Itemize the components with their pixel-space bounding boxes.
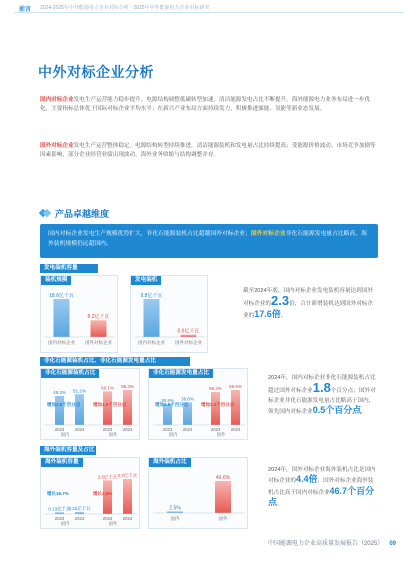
chart-nonfossil-generation <box>151 380 247 438</box>
bar <box>215 481 231 513</box>
panel-title: 海外装机占比 <box>149 458 191 467</box>
band-capacity: 发电装机容量 <box>40 264 98 273</box>
intro-paragraph-1 <box>40 96 380 114</box>
tick-label: 国内对标企业 <box>48 340 75 345</box>
annotation: 增加2.8个百分点 <box>155 402 189 407</box>
header-rule <box>14 12 404 13</box>
note-highlight: 0.5个百分点 <box>312 405 362 416</box>
panel-title: 装机规模 <box>41 276 71 285</box>
panel-capacity-2 <box>130 275 208 353</box>
series-label: 国内 <box>60 432 70 437</box>
data-label: 58.3% <box>121 384 134 389</box>
panel-nonfossil-generation <box>148 368 248 440</box>
panel-title: 非化石能源发电量占比 <box>149 369 213 378</box>
bar <box>75 512 84 514</box>
bar <box>103 480 112 514</box>
panel-title: 发电装机 <box>131 276 161 285</box>
data-label: 49.6% <box>215 475 231 481</box>
bar <box>75 394 84 425</box>
series-label: 国外 <box>216 432 226 437</box>
data-label: 38.6% <box>181 396 194 402</box>
panel-capacity-1 <box>40 275 118 353</box>
intro-paragraph-2 <box>40 142 380 160</box>
note-text: 倍，合计新增装机达到国外对标企业的 <box>243 301 373 319</box>
data-label: 18.6亿千瓦 <box>49 293 74 299</box>
bar <box>144 299 160 337</box>
note-text: 2024年，国内对标企业非化石能源装机占比超过国外对标企业 <box>268 375 376 395</box>
note-highlight: 2.3 <box>270 293 290 309</box>
data-label: 0.6亿千瓦 <box>177 328 200 335</box>
running-header <box>0 0 418 27</box>
bar <box>181 335 197 337</box>
data-label: 2.5% <box>169 505 181 512</box>
tick-label: 2024 <box>182 427 193 432</box>
series-label: 国内 <box>60 521 70 526</box>
note-text: 。 <box>277 501 283 508</box>
bar <box>163 404 172 425</box>
tick-label: 2023 <box>54 427 65 432</box>
tick-label: 2023 <box>162 427 173 432</box>
panel-title: 非化石能源装机占比 <box>41 369 99 378</box>
section-title: 产品卓越维度 <box>55 208 110 219</box>
tick-label: 国内对标企业 <box>138 340 165 345</box>
tick-label: 2023 <box>102 516 113 521</box>
data-label: 56.1% <box>101 385 114 391</box>
section-heading <box>40 206 109 220</box>
annotation: 增长3.8% <box>93 491 113 496</box>
footer-text: 中国能源电力企业高质量发展报告（2025） <box>267 541 384 547</box>
data-label: 48.3% <box>53 390 66 396</box>
data-label: 2.6亿千瓦 <box>97 474 118 480</box>
tick-label: 2024 <box>122 427 133 432</box>
tick-label: 2023 <box>54 516 65 521</box>
callout-text-1: 国内对标企业发电生产规模优势扩大，非化石能源装机占比超越国外对标企业； <box>48 231 251 237</box>
note-text: 2024年，国外对标企业海外装机占比是国内对标企业的 <box>268 467 376 485</box>
note-highlight: 4.4倍 <box>295 474 318 485</box>
data-label: 0.15亿千瓦 <box>68 506 91 512</box>
annotation: 增加1.8个百分点 <box>93 402 127 407</box>
page-title: 中外对标企业分析 <box>38 64 154 80</box>
data-label: 2.7亿千瓦 <box>117 473 138 478</box>
chart-capacity-added <box>133 287 207 351</box>
tick-label: 2024 <box>74 427 85 432</box>
data-label: 0.13亿千瓦 <box>48 506 71 512</box>
note-capacity <box>243 287 373 321</box>
page-number: 09 <box>389 541 396 547</box>
header-subtitle: 2024-2025年中外能源电力企业对标分析 · 2025年中外能源电力企业对标研究 <box>40 5 210 11</box>
band-overseas: 海外装机容量及占比 <box>40 446 96 455</box>
series-label: 国内 <box>168 432 178 437</box>
note-highlight: 46.7个百分点 <box>268 485 375 508</box>
data-label: 56.3% <box>209 385 222 391</box>
note-nonfossil <box>268 374 376 418</box>
intro-lead-2: 国外对标企业 <box>40 143 74 149</box>
band-nonfossil: 非化石能源装机占比、非化石能源发电量占比 <box>40 357 190 366</box>
note-text: ，国外对标企业海外装机占比高于国内对标企业 <box>268 478 374 496</box>
note-text: 截至2024年底，国内对标企业发电装机容量达到国外对标企业的 <box>243 288 373 308</box>
annotation: 增加3.8个百分点 <box>47 402 81 407</box>
series-label: 国外 <box>108 521 118 526</box>
note-text: 。 <box>361 409 367 416</box>
tick-label: 国外对标企业 <box>85 340 112 345</box>
chart-capacity-scale <box>43 287 117 351</box>
summary-callout <box>40 224 378 258</box>
header-tag: 前言 <box>19 7 32 13</box>
tick-label: 2023 <box>102 427 113 432</box>
bar <box>55 512 64 514</box>
intro-lead-1: 国内对标企业 <box>40 97 74 103</box>
bar <box>103 391 112 425</box>
tick-label: 国外 <box>218 516 228 521</box>
callout-highlight: 国外对标企业 <box>250 231 286 237</box>
panel-nonfossil-capacity <box>40 368 140 440</box>
note-text: 个百分点；国外对标企业非化石能源发电量占比略高于国内，领先国内对标企业 <box>268 388 376 416</box>
tick-label: 国外对标企业 <box>175 340 202 345</box>
tick-label: 2024 <box>74 516 85 521</box>
chart-overseas-capacity <box>43 469 139 527</box>
tick-label: 2024 <box>122 516 133 521</box>
panel-title: 海外装机容量 <box>41 458 83 467</box>
chart-nonfossil-capacity <box>43 380 139 438</box>
callout-text-2: 非化石能源发电量占比略高，海外装机规模仍远超国内。 <box>48 231 367 247</box>
note-highlight: 17.6倍 <box>254 308 281 319</box>
series-label: 国外 <box>108 432 118 437</box>
page-footer <box>268 538 396 547</box>
panel-overseas-share <box>148 457 248 529</box>
annotation: 增长16.7% <box>47 491 69 496</box>
diamond-icon <box>40 208 50 218</box>
bar <box>211 392 220 425</box>
intro-text-1: 发电生产运营能力稳步提升。电源结构调整低碳转型加速，清洁能源发电占比不断提升，海外能源电力业务布局进一步优化，主要指标总体优于国际对标企业平均水平；在新兴产业布局方面持续发力，积极推进储能、氢能等新业态发展。 <box>40 97 371 113</box>
bar <box>123 390 132 425</box>
data-label: 51.2% <box>73 388 86 394</box>
tick-label: 2024 <box>230 427 241 432</box>
data-label: 59.6% <box>229 384 242 389</box>
panel-overseas-capacity <box>40 457 140 529</box>
bar <box>91 320 107 337</box>
annotation: 增加3.3个百分点 <box>201 402 235 407</box>
bar <box>231 390 240 425</box>
bar <box>55 396 64 425</box>
bar <box>54 299 70 337</box>
tick-label: 国内 <box>170 516 180 521</box>
intro-text-2: 发电生产运营整体稳定。电源结构转型持续推进，清洁能源装机和发电量占比持续提高；受能源价格波动、市场竞争加剧等因素影响，部分企业经营业绩出现波动，海外业务收缩与结构调整并存。 <box>40 143 376 159</box>
note-overseas <box>268 466 376 510</box>
note-highlight: 1.8 <box>312 380 331 396</box>
data-label: 8.2亿千瓦 <box>87 314 110 321</box>
data-label: 35.8% <box>161 397 174 403</box>
data-label: 9.8亿千瓦 <box>140 293 163 299</box>
note-text: 。 <box>280 312 287 319</box>
bar <box>123 479 132 514</box>
chart-overseas-share <box>151 469 247 527</box>
tick-label: 2023 <box>210 427 221 432</box>
